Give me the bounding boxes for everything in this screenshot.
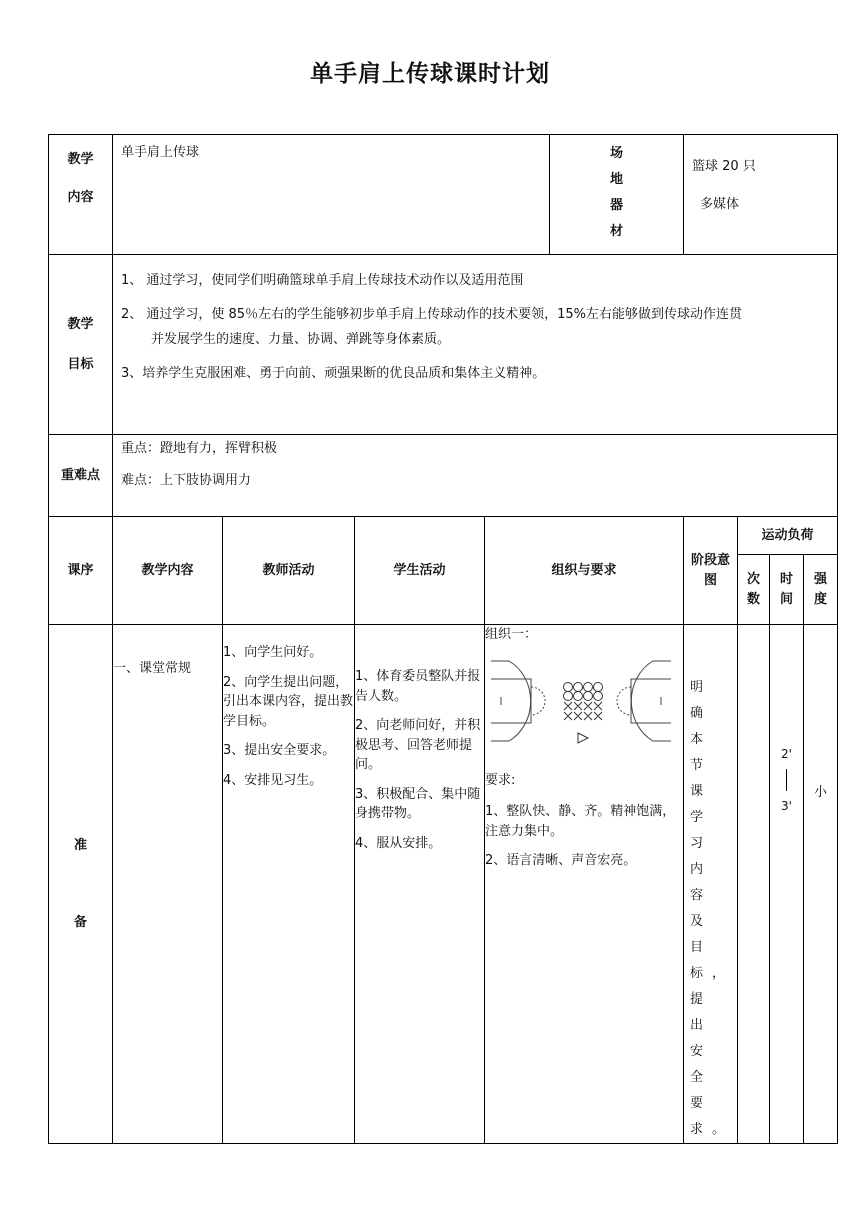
col-intensity-header: 强度 <box>804 555 838 625</box>
time-to: 3' <box>781 799 792 813</box>
teacher-activity: 4、安排见习生。 <box>223 772 323 788</box>
goals-cell <box>113 255 838 435</box>
page-title: 单手肩上传球课时计划 <box>310 61 550 87</box>
teacher-marker <box>578 733 588 743</box>
venue-label-1: 场 <box>610 146 624 161</box>
student-crosses <box>564 702 602 720</box>
prep-stage: 明确本节课学习内容及目标，提出安全要求。 <box>690 680 735 1137</box>
content-label-2: 内容 <box>67 190 94 205</box>
difficult-point: 难点：上下肢协调用力 <box>121 472 252 488</box>
goals-label-cell <box>49 255 113 435</box>
prep-student-cell <box>355 625 485 1144</box>
prep-order-2: 备 <box>73 915 87 930</box>
prep-org-cell <box>485 625 684 1144</box>
venue-item: 篮球 20 只 <box>692 159 756 174</box>
student-activity: 1、体育委员整队并报告人数。 <box>355 669 481 704</box>
content-label-1: 教学 <box>67 152 94 167</box>
prep-content-cell <box>113 625 223 1144</box>
court-diagram <box>491 651 671 751</box>
goal-item: 2、 通过学习，使 85％左右的学生能够初步单手肩上传球动作的技术要领，15%左右能够做到传球动作连贯 <box>121 306 742 322</box>
venue-items-cell <box>684 135 838 255</box>
goals-label-1: 教学 <box>67 316 94 332</box>
col-teacher-header: 教师活动 <box>223 517 355 625</box>
req-title: 要求: <box>485 772 516 788</box>
prep-stage-cell <box>684 625 738 1144</box>
goal-item: 1、 通过学习，使同学们明确篮球单手肩上传球技术动作以及适用范围 <box>121 273 524 288</box>
student-activity: 4、服从安排。 <box>355 835 442 851</box>
prep-order-1: 准 <box>73 837 87 853</box>
goal-item: 并发展学生的速度、力量、协调、弹跳等身体素质。 <box>151 332 451 347</box>
keypoints-cell <box>113 435 838 517</box>
col-student-header: 学生活动 <box>355 517 485 625</box>
venue-item: 多媒体 <box>700 196 740 212</box>
keypoints-label-cell <box>49 435 113 517</box>
key-point: 重点：蹬地有力，挥臂积极 <box>121 441 278 456</box>
requirement: 1、整队快、静、齐。精神饱满，注意力集中。 <box>485 804 676 839</box>
teacher-activity: 1、向学生问好。 <box>223 645 323 660</box>
keypoints-label: 重难点 <box>60 467 100 483</box>
teacher-activity: 2、向学生提出问题，引出本课内容，提出教学目标。 <box>223 674 354 729</box>
content-value-cell <box>113 135 550 255</box>
right-court <box>617 661 671 741</box>
student-activity: 3、积极配合、集中随身携带物。 <box>355 786 481 821</box>
prep-teacher-cell <box>223 625 355 1144</box>
col-load-header: 运动负荷 <box>738 517 838 555</box>
content-label-cell <box>49 135 113 255</box>
col-order-header: 课序 <box>49 517 113 625</box>
col-org-header: 组织与要求 <box>485 517 684 625</box>
venue-label-cell <box>550 135 684 255</box>
lesson-plan-table <box>48 134 838 1144</box>
venue-label-4: 材 <box>610 224 624 239</box>
time-from: 2' <box>781 747 792 761</box>
venue-label-2: 地 <box>610 172 624 187</box>
time-range-bar <box>786 769 787 791</box>
prep-intensity-cell <box>804 625 838 1144</box>
prep-order-cell <box>49 625 113 1144</box>
content-value: 单手肩上传球 <box>121 145 200 160</box>
col-count-header: 次数 <box>738 555 770 625</box>
prep-intensity: 小 <box>814 785 828 800</box>
col-stage-header: 阶段意图 <box>684 517 738 625</box>
col-content-header: 教学内容 <box>113 517 223 625</box>
prep-time-cell <box>770 625 804 1144</box>
student-activity: 2、向老师问好，并积极思考、回答老师提问。 <box>355 718 481 772</box>
teacher-activity: 3、提出安全要求。 <box>223 743 336 758</box>
left-court <box>491 661 545 741</box>
venue-label-3: 器 <box>610 198 624 213</box>
goals-label-2: 目标 <box>67 356 94 372</box>
goal-item: 3、培养学生克服困难、勇于向前、顽强果断的优良品质和集体主义精神。 <box>121 365 546 381</box>
prep-content: 一、课堂常规 <box>113 661 192 676</box>
col-time-header: 时间 <box>770 555 804 625</box>
requirement: 2、语言清晰、声音宏亮。 <box>485 853 637 868</box>
prep-count-cell <box>738 625 770 1144</box>
student-circles <box>564 682 603 700</box>
org-title: 组织一： <box>485 627 538 642</box>
